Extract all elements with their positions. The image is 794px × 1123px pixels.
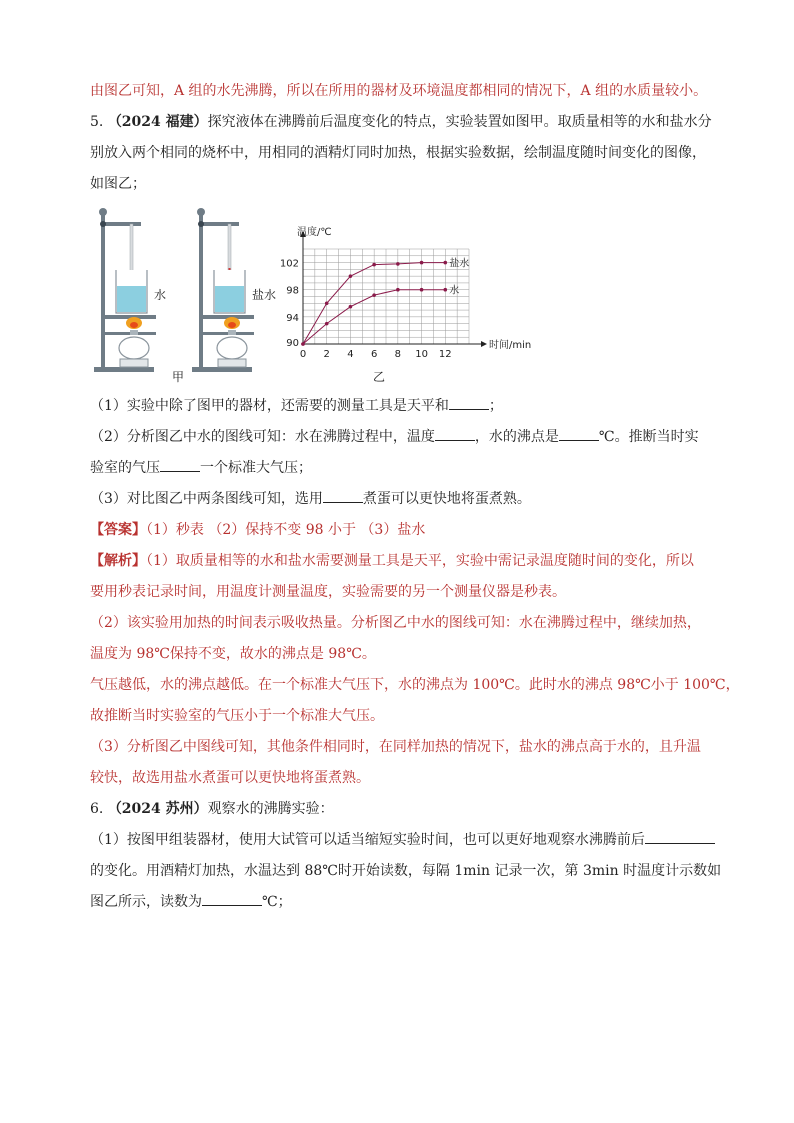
q6-line-2 xyxy=(90,825,710,856)
x-axis-arrow xyxy=(481,341,487,347)
x-tick-label: 8 xyxy=(394,349,402,360)
intro-paragraph: 由图乙可知，A 组的水先沸腾，所以在所用的器材及环境温度都相同的情况下，A 组的水质量较小。 xyxy=(90,83,708,99)
q5-sub-2 xyxy=(90,422,710,453)
x-tick-label: 12 xyxy=(438,349,452,360)
q5-text-1: 探究液体在沸腾前后温度变化的特点，实验装置如图甲。取质量相等的水和盐水分 xyxy=(207,114,712,130)
x-axis-label: 时间/min xyxy=(489,340,532,351)
series-point-1 xyxy=(349,305,353,309)
analysis-line-8: 较快，故选用盐水煮蛋可以更快地将蛋煮熟。 xyxy=(90,770,370,786)
caption-yi: 乙 xyxy=(373,370,386,384)
q5-figure xyxy=(90,202,710,387)
label-saltwater: 盐水 xyxy=(252,288,277,302)
apparatus-water-illustration xyxy=(94,208,156,372)
q6-number: 6. xyxy=(90,801,104,817)
series-point-1 xyxy=(301,342,305,346)
q5-line-1 xyxy=(90,107,710,138)
series-point-0 xyxy=(443,261,447,265)
blank-2[interactable] xyxy=(435,424,475,441)
q5-sub-1 xyxy=(90,391,710,422)
x-tick-label: 0 xyxy=(299,349,307,360)
x-tick-label: 4 xyxy=(347,349,354,360)
series-point-1 xyxy=(372,293,376,297)
analysis-text-1: （1）取质量相等的水和盐水需要测量工具是天平，实验中需记录温度随时间的变化，所以 xyxy=(146,553,694,569)
blank-7[interactable] xyxy=(202,889,262,906)
blank-3[interactable] xyxy=(559,424,599,441)
q5-sub-3-b: 煮蛋可以更快地将蛋煮熟。 xyxy=(362,491,531,507)
q5-source: （2024 福建） xyxy=(107,114,208,130)
analysis-line-1 xyxy=(90,546,710,577)
q6-title: 观察水的沸腾实验： xyxy=(207,801,334,817)
document-page xyxy=(90,76,740,918)
series-label-1: 水 xyxy=(449,285,460,297)
blank-5[interactable] xyxy=(323,486,363,503)
q5-sub-1-text: （1）实验中除了图甲的器材，还需要的测量工具是天平和 xyxy=(90,398,449,414)
apparatus-saltwater-illustration xyxy=(192,208,254,372)
answer-text: （1）秒表 （2）保持不变 98 小于 （3）盐水 xyxy=(146,522,426,538)
analysis-tag: 【解析】 xyxy=(90,553,146,569)
q5-number: 5. xyxy=(90,114,104,130)
blank-4[interactable] xyxy=(160,455,200,472)
analysis-line-3: （2）该实验用加热的时间表示吸收热量。分析图乙中水的图线可知：水在沸腾过程中，继续加热， xyxy=(90,615,701,631)
q5-sub-2-a: （2）分析图乙中水的图线可知：水在沸腾过程中，温度 xyxy=(90,429,435,445)
series-point-0 xyxy=(372,263,376,267)
series-point-0 xyxy=(420,261,424,265)
y-tick-label: 102 xyxy=(279,258,299,270)
x-tick-label: 6 xyxy=(370,349,378,360)
q5-sub-3 xyxy=(90,484,710,515)
temperature-time-chart xyxy=(280,225,531,360)
x-tick-label: 10 xyxy=(415,349,428,360)
caption-jia: 甲 xyxy=(172,370,185,384)
figure-canvas xyxy=(90,202,710,387)
q5-sub-3-a: （3）对比图乙中两条图线可知，选用 xyxy=(90,491,323,507)
y-tick-label: 94 xyxy=(286,312,299,324)
q5-sub-2-c: ℃。推断当时实 xyxy=(598,429,699,445)
series-point-0 xyxy=(396,262,400,266)
q5-sub-1-end: ； xyxy=(488,398,503,414)
q6-line-3: 的变化。用酒精灯加热，水温达到 88℃时开始读数，每隔 1min 记录一次，第 3min 时温度计示数如 xyxy=(90,863,722,879)
q5-sub-2-d: 验室的气压 xyxy=(90,460,160,476)
analysis-line-6: 故推断当时实验室的气压小于一个标准大气压。 xyxy=(90,708,384,724)
label-water: 水 xyxy=(154,288,167,302)
q5-line-2: 别放入两个相同的烧杯中，用相同的酒精灯同时加热，根据实验数据，绘制温度随时间变化的图像， xyxy=(90,145,706,161)
x-tick-label: 2 xyxy=(323,349,330,360)
q6-text-1: （1）按图甲组装器材，使用大试管可以适当缩短实验时间，也可以更好地观察水沸腾前后 xyxy=(90,832,645,848)
q6-text-3b: ℃； xyxy=(262,894,292,910)
q6-text-3a: 图乙所示，读数为 xyxy=(90,894,202,910)
series-point-1 xyxy=(325,322,329,326)
y-tick-label: 90 xyxy=(286,338,299,349)
series-label-0: 盐水 xyxy=(449,258,470,270)
q6-line-1 xyxy=(90,794,710,825)
q5-sub-2-e: 一个标准大气压； xyxy=(200,460,312,476)
analysis-line-4: 温度为 98℃保持不变，故水的沸点是 98℃。 xyxy=(90,646,376,662)
q6-line-4 xyxy=(90,887,710,918)
blank-1[interactable] xyxy=(449,393,489,410)
answer-line xyxy=(90,515,710,546)
q6-source: （2024 苏州） xyxy=(107,801,208,817)
series-point-1 xyxy=(443,288,447,292)
series-point-0 xyxy=(325,301,329,305)
analysis-line-7: （3）分析图乙中图线可知，其他条件相同时，在同样加热的情况下，盐水的沸点高于水的，且升温 xyxy=(90,739,701,755)
answer-tag: 【答案】 xyxy=(90,522,146,538)
series-point-1 xyxy=(420,288,424,292)
q5-line-3: 如图乙； xyxy=(90,176,146,192)
q5-sub-2-cont xyxy=(90,453,710,484)
y-tick-label: 98 xyxy=(286,285,299,297)
analysis-line-5: 气压越低，水的沸点越低。在一个标准大气压下，水的沸点为 100℃。此时水的沸点 98℃小于 100℃， xyxy=(90,677,740,693)
series-point-0 xyxy=(349,274,353,278)
q5-sub-2-b: ，水的沸点是 xyxy=(474,429,559,445)
blank-6[interactable] xyxy=(645,827,715,844)
series-point-1 xyxy=(396,288,400,292)
y-axis-label: 温度/℃ xyxy=(297,227,332,238)
analysis-line-2: 要用秒表记录时间，用温度计测量温度，实验需要的另一个测量仪器是秒表。 xyxy=(90,584,566,600)
